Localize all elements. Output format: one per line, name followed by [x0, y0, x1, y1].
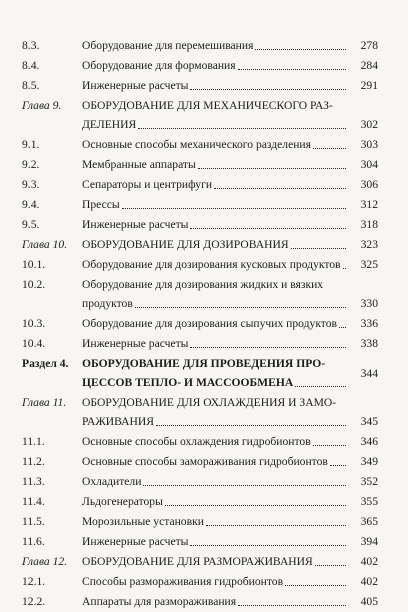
dot-leader: [122, 208, 346, 209]
toc-page-number: 303: [360, 138, 378, 151]
dot-leader: [206, 525, 346, 526]
toc-entry: [0, 452, 408, 472]
toc-entry: [0, 195, 408, 215]
toc-page-number: 325: [360, 258, 378, 271]
toc-entry: [0, 334, 408, 354]
toc-entry-number: Глава 11.: [22, 396, 67, 409]
toc-entry-number: 9.4.: [22, 198, 40, 211]
toc-entry-title: ОБОРУДОВАНИЕ ДЛЯ ДОЗИРОВАНИЯ: [82, 238, 289, 251]
toc-chapter-entry: [0, 552, 408, 572]
toc-entry-title: Оборудование для дозирования кусковых продуктов: [82, 258, 341, 271]
toc-entry-number: 11.5.: [22, 515, 45, 528]
toc-entry: [0, 592, 408, 612]
dot-leader: [190, 89, 346, 90]
toc-entry: [0, 572, 408, 592]
toc-entry-title: Инженерные расчеты: [82, 535, 189, 548]
dot-leader: [143, 485, 346, 486]
toc-page-number: 346: [360, 435, 378, 448]
dot-leader: [238, 605, 346, 606]
dot-leader: [138, 128, 346, 129]
toc-entry-title: Инженерные расчеты: [82, 79, 189, 92]
toc-page-number: 304: [360, 158, 378, 171]
toc-page-number: 405: [360, 595, 378, 608]
toc-page-number: 338: [360, 337, 378, 350]
toc-entry: [0, 314, 408, 334]
toc-entry-title: Охладители: [82, 475, 142, 488]
toc-page-number: 402: [360, 575, 378, 588]
toc-entry: [0, 532, 408, 552]
toc-entry-title: Оборудование для формования: [82, 59, 236, 72]
toc-entry-number: 8.3.: [22, 39, 40, 52]
toc-entry-number: Раздел 4.: [22, 357, 69, 370]
dot-leader: [330, 465, 346, 466]
dot-leader: [190, 228, 346, 229]
dot-leader: [313, 148, 346, 149]
toc-entry-title: Инженерные расчеты: [82, 337, 189, 350]
toc-entry-title: Оборудование для перемешивания: [82, 39, 254, 52]
dot-leader: [285, 585, 346, 586]
toc-entry-title-continued: РАЖИВАНИЯ: [82, 415, 154, 428]
toc-entry: [0, 155, 408, 175]
dot-leader: [135, 307, 346, 308]
toc-entry-number: 8.4.: [22, 59, 40, 72]
toc-entry: [0, 215, 408, 235]
toc-entry-title: ОБОРУДОВАНИЕ ДЛЯ РАЗМОРАЖИВАНИЯ: [82, 555, 313, 568]
toc-entry-title: Способы размораживания гидробионтов: [82, 575, 284, 588]
toc-entry-title: Аппараты для размораживания: [82, 595, 237, 608]
toc-entry-number: 11.6.: [22, 535, 45, 548]
toc-page-number: 278: [360, 39, 378, 52]
toc-entry-number: 8.5.: [22, 79, 40, 92]
toc-page-number: 318: [360, 218, 378, 231]
dot-leader: [190, 545, 346, 546]
toc-entry: [0, 175, 408, 195]
toc-entry-number: 10.1.: [22, 258, 46, 271]
toc-entry-number: 11.2.: [22, 455, 45, 468]
toc-entry-number: 9.5.: [22, 218, 40, 231]
dot-leader: [313, 445, 346, 446]
toc-entry: [0, 76, 408, 96]
toc-entry-title: Основные способы замораживания гидробионтов: [82, 455, 328, 468]
toc-entry-number: 10.3.: [22, 317, 46, 330]
toc-entry-title-continued: ДЕЛЕНИЯ: [82, 118, 137, 131]
toc-entry-number: 11.1.: [22, 435, 45, 448]
dot-leader: [238, 69, 346, 70]
dot-leader: [295, 386, 346, 387]
toc-page-number: 352: [360, 475, 378, 488]
toc-entry: [0, 512, 408, 532]
toc-entry: [0, 472, 408, 492]
toc-entry-number: 9.2.: [22, 158, 40, 171]
toc-page-number: 312: [360, 198, 378, 211]
toc-entry-title: Основные способы механического разделения: [82, 138, 311, 151]
toc-entry-title: ОБОРУДОВАНИЕ ДЛЯ ПРОВЕДЕНИЯ ПРО-: [82, 357, 326, 370]
dot-leader: [291, 248, 346, 249]
toc-entry-number: Глава 12.: [22, 555, 68, 568]
toc-entry-number: 11.3.: [22, 475, 45, 488]
toc-entry-title: Основные способы охлаждения гидробионтов: [82, 435, 311, 448]
toc-page-number: 291: [360, 79, 378, 92]
toc-entry: [0, 255, 408, 275]
toc-entry: [0, 275, 408, 314]
toc-entry: [0, 56, 408, 76]
toc-entry-number: 10.2.: [22, 278, 46, 291]
toc-page-number: 349: [360, 455, 378, 468]
toc-entry-title: ОБОРУДОВАНИЕ ДЛЯ ОХЛАЖДЕНИЯ И ЗАМО-: [82, 396, 337, 409]
toc-chapter-entry: [0, 96, 408, 135]
toc-page-number: 306: [360, 178, 378, 191]
toc-entry-title: Прессы: [82, 198, 120, 211]
toc-entry-title: Инженерные расчеты: [82, 218, 189, 231]
dot-leader: [315, 565, 346, 566]
toc-section-entry: [0, 354, 408, 393]
toc-page-number: 336: [360, 317, 378, 330]
toc-entry-title-continued: ЦЕССОВ ТЕПЛО- И МАССООБМЕНА: [82, 376, 294, 389]
toc-entry: [0, 492, 408, 512]
toc-entry-title: Оборудование для дозирования сыпучих продуктов: [82, 317, 337, 330]
toc-page-number: 345: [360, 415, 378, 428]
dot-leader: [156, 425, 346, 426]
toc-chapter-entry: [0, 235, 408, 255]
toc-entry-title: Мембранные аппараты: [82, 158, 196, 171]
toc-entry: [0, 432, 408, 452]
toc-entry: [0, 135, 408, 155]
dot-leader: [214, 188, 346, 189]
toc-page-number: 394: [360, 535, 378, 548]
toc-entry-number: 9.3.: [22, 178, 40, 191]
toc-entry-title-continued: продуктов: [82, 297, 133, 310]
toc-page-number: 365: [360, 515, 378, 528]
toc-entry-number: 12.2.: [22, 595, 46, 608]
toc-entry-number: 10.4.: [22, 337, 46, 350]
dot-leader: [165, 505, 346, 506]
toc-entry-number: 12.1.: [22, 575, 46, 588]
toc-entry-title: Оборудование для дозирования жидких и вязких: [82, 278, 324, 291]
toc-entry-number: 11.4.: [22, 495, 45, 508]
toc-page-number: 355: [360, 495, 378, 508]
table-of-contents: [0, 36, 408, 612]
toc-page-number: 323: [360, 238, 378, 251]
dot-leader: [198, 168, 346, 169]
toc-entry-title: ОБОРУДОВАНИЕ ДЛЯ МЕХАНИЧЕСКОГО РАЗ-: [82, 99, 333, 112]
toc-entry-number: 9.1.: [22, 138, 40, 151]
toc-entry: [0, 36, 408, 56]
toc-page-number: 284: [360, 59, 378, 72]
toc-page-number: 402: [360, 555, 378, 568]
toc-page-number: 344: [360, 367, 378, 380]
toc-entry-title: Морозильные установки: [82, 515, 204, 528]
toc-page-number: 302: [360, 118, 378, 131]
dot-leader: [190, 347, 346, 348]
toc-entry-title: Сепараторы и центрифуги: [82, 178, 213, 191]
dot-leader: [339, 327, 346, 328]
toc-entry-number: Глава 9.: [22, 99, 62, 112]
toc-entry-title: Льдогенераторы: [82, 495, 163, 508]
toc-entry-number: Глава 10.: [22, 238, 68, 251]
dot-leader: [343, 268, 346, 269]
toc-page-number: 330: [360, 297, 378, 310]
toc-chapter-entry: [0, 393, 408, 432]
dot-leader: [255, 49, 346, 50]
